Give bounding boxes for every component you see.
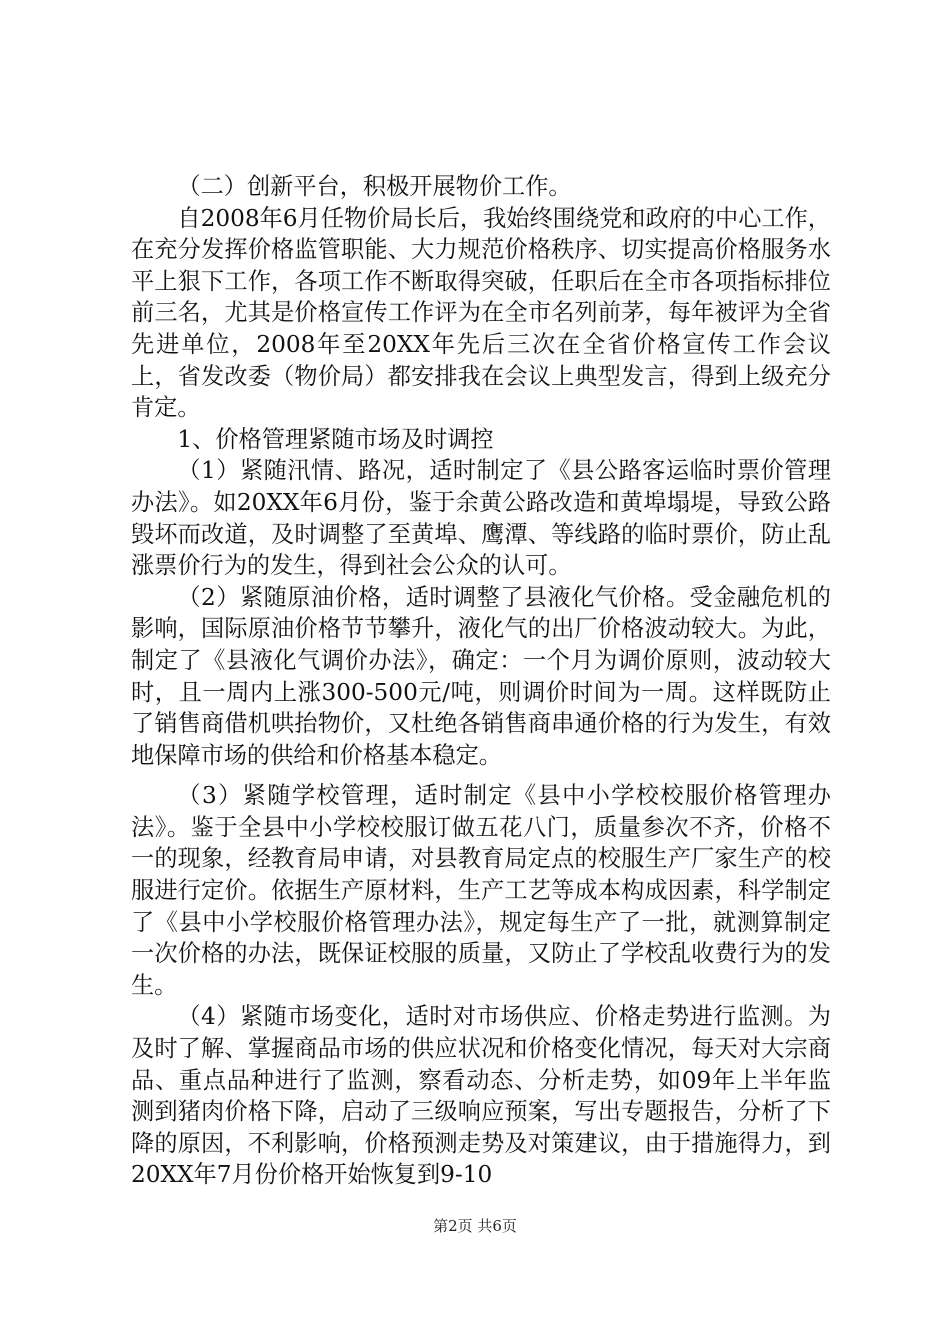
section-heading: （二）创新平台，积极开展物价工作。: [177, 173, 572, 200]
paragraph-item-2: （2）紧随原油价格，适时调整了县液化气价格。受金融危机的影响，国际原油价格节节攀升，液化气的出厂价格波动较大。为此，制定了《县液化气调价办法》，确定：一个月为调价原则，波动较大时，且一周内上涨300-500元/吨，则调价时间为一周。这样既防止了销售商借机哄抬物价，又杜绝各销售商串通价格的行为发生，有效地保障市场的供给和价格基本稳定。: [131, 583, 831, 769]
paragraph-item-1: （1）紧随汛情、路况，适时制定了《县公路客运临时票价管理办法》。如20XX年6月份，鉴于余黄公路改造和黄埠塌堤，导致公路毁坏而改道，及时调整了至黄埠、鹰潭、等线路的临时票价，防止乱涨票价行为的发生，得到社会公众的认可。: [131, 457, 831, 580]
paragraph-item-4: （4）紧随市场变化，适时对市场供应、价格走势进行监测。为及时了解、掌握商品市场的供应状况和价格变化情况，每天对大宗商品、重点品种进行了监测，察看动态、分析走势，如09年上半年监测到猪肉价格下降，启动了三级响应预案，写出专题报告，分析了下降的原因，不利影响，价格预测走势及对策建议，由于措施得力，到20XX年7月份价格开始恢复到9-10: [131, 1003, 831, 1189]
document-body: [131, 171, 831, 1191]
paragraph-intro: 自2008年6月任物价局长后，我始终围绕党和政府的中心工作，在充分发挥价格监管职能、大力规范价格秩序、切实提高价格服务水平上狠下工作，各项工作不断取得突破，任职后在全市各项指标排位前三名，尤其是价格宣传工作评为在全市名列前茅，每年被评为全省先进单位，2008年至20XX年先后三次在全省价格宣传工作会议上，省发改委（物价局）都安排我在会议上典型发言，得到上级充分肯定。: [131, 204, 831, 422]
paragraph-item-3: （3）紧随学校管理，适时制定《县中小学校校服价格管理办法》。鉴于全县中小学校校服订做五花八门，质量参次不齐，价格不一的现象，经教育局申请，对县教育局定点的校服生产厂家生产的校服进行定价。依据生产原材料，生产工艺等成本构成因素，科学制定了《县中小学校服价格管理办法》，规定每生产了一批，就测算制定一次价格的办法，既保证校服的质量，又防止了学校乱收费行为的发生。: [131, 782, 831, 999]
page-footer: 第2页 共6页: [433, 1217, 517, 1235]
subsection-heading: 1、价格管理紧随市场及时调控: [177, 425, 494, 453]
